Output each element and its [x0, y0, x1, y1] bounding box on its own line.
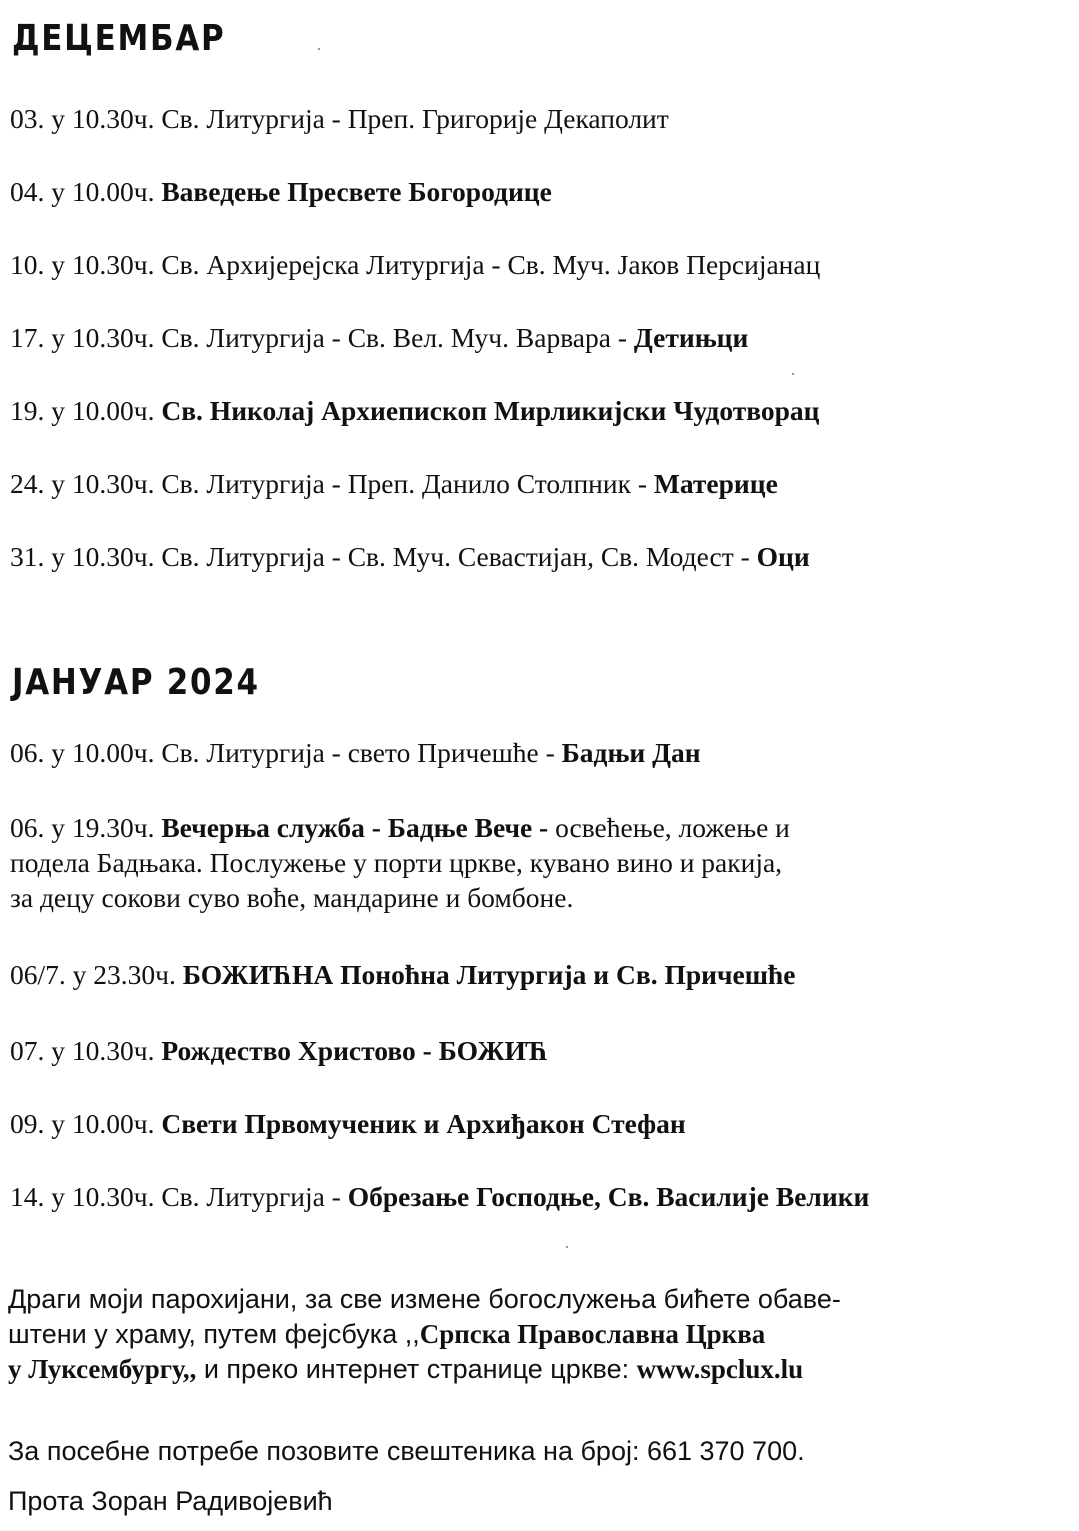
december-entry-03: 03. у 10.30ч. Св. Литургија - Преп. Григорије Декаполит — [10, 103, 669, 134]
december-entry-10: 10. у 10.30ч. Св. Архијерејска Литургија - Св. Муч. Јаков Персијанац — [10, 249, 821, 280]
priest-signature: Прота Зоран Радивојевић — [8, 1486, 333, 1516]
evening-entry-line-1: 06. у 19.30ч. Вечерња служба - Бадње Вече - освећење, ложење и — [10, 812, 790, 843]
january-entry-06-7-midnight: 06/7. у 23.30ч. БОЖИЋНА Поноћна Литургија и Св. Причешће — [10, 959, 796, 990]
january-entry-09: 09. у 10.00ч. Свети Првомученик и Архиђакон Стефан — [10, 1108, 686, 1139]
scan-speck — [566, 1246, 568, 1248]
december-heading: ДЕЦЕМБАР — [12, 18, 226, 59]
january-entry-14: 14. у 10.30ч. Св. Литургија - Обрезање Господње, Св. Василије Велики — [10, 1181, 870, 1212]
notice-line-1: Драги моји парохијани, за све измене богослужења бићете обаве- — [8, 1284, 841, 1314]
facebook-page-name: Српска Православна Црква — [419, 1319, 766, 1349]
notice-line-2: штени у храму, путем фејсбука ,,Српска Православна Црква — [8, 1319, 766, 1349]
december-entry-24: 24. у 10.30ч. Св. Литургија - Преп. Данило Столпник - Материце — [10, 468, 778, 499]
contact-phone-line: За посебне потребе позовите свештеника на број: 661 370 700. — [8, 1436, 805, 1466]
december-entry-31: 31. у 10.30ч. Св. Литургија - Св. Муч. Севастијан, Св. Модест - Оци — [10, 541, 810, 572]
january-entry-06-morning: 06. у 10.00ч. Св. Литургија - свето Причешће - Бадњи Дан — [10, 737, 701, 768]
scan-speck — [318, 48, 320, 50]
notice-line-3: у Луксембургу,, и преко интернет странице цркве: www.spclux.lu — [8, 1354, 804, 1384]
january-entry-07: 07. у 10.30ч. Рождество Христово - БОЖИЋ — [10, 1035, 548, 1066]
january-heading: ЈАНУАР 2024 — [12, 662, 260, 703]
december-entry-17: 17. у 10.30ч. Св. Литургија - Св. Вел. Муч. Варвара - Детињци — [10, 322, 749, 353]
evening-entry-line-3: за децу сокови суво воће, мандарине и бомбоне. — [10, 882, 574, 913]
parishioners-notice — [8, 1282, 841, 1387]
december-entry-04: 04. у 10.00ч. Ваведење Пресвете Богородице — [10, 176, 552, 207]
website-link[interactable]: www.spclux.lu — [636, 1354, 804, 1384]
evening-entry-line-2: подела Бадњака. Послужење у порти цркве, кувано вино и ракија, — [10, 847, 783, 878]
scan-speck — [792, 373, 794, 375]
january-entry-06-evening — [10, 810, 790, 915]
december-entry-19: 19. у 10.00ч. Св. Николај Архиепископ Мирликијски Чудотворац — [10, 395, 820, 426]
